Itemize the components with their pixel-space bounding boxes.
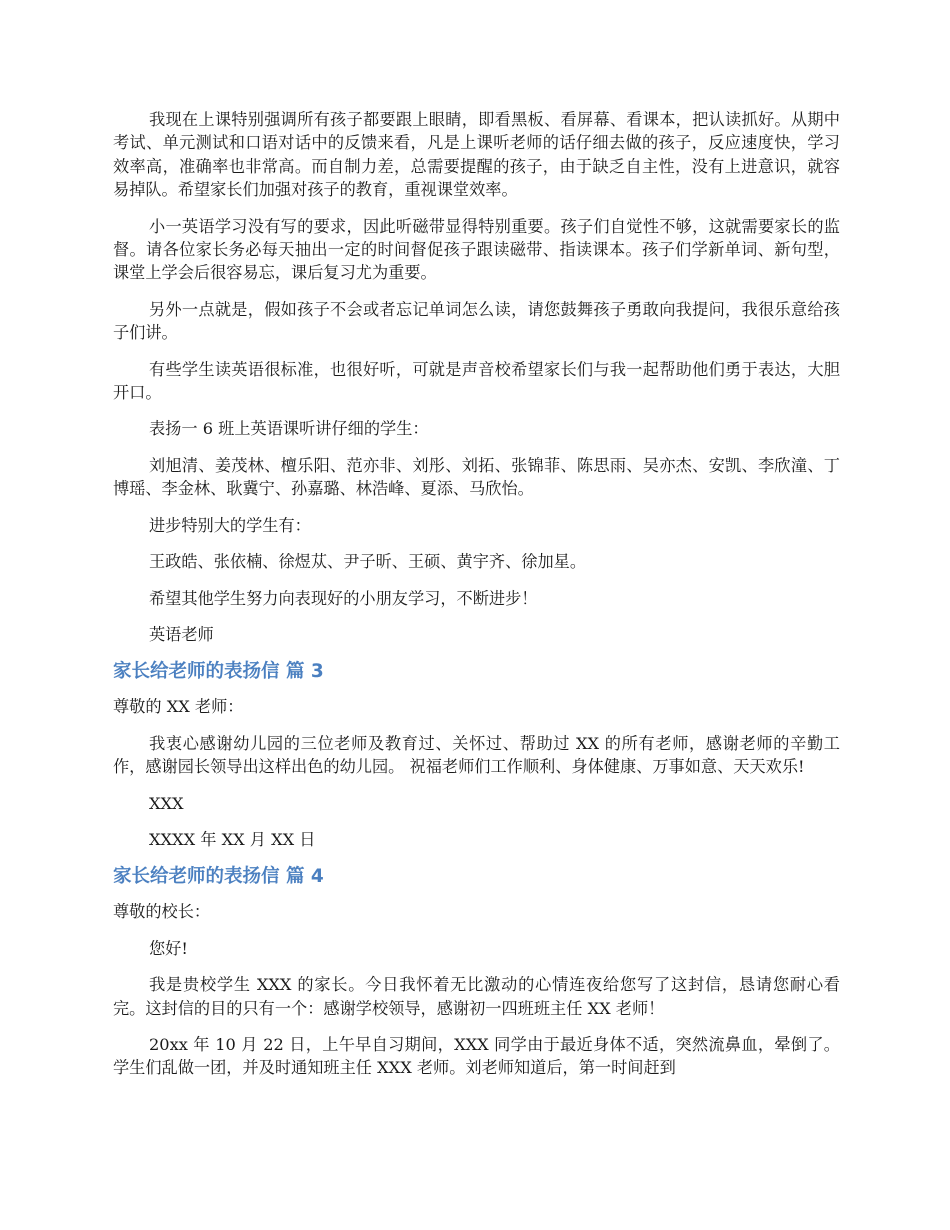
closing-wish: 希望其他学生努力向表现好的小朋友学习，不断进步！ — [149, 588, 538, 608]
paragraph: 有些学生读英语很标准，也很好听，可就是声音校希望家长们与我一起帮助他们勇于表达，大胆开口。 — [113, 359, 840, 403]
signature: XXX — [149, 793, 184, 813]
document-body — [113, 108, 840, 1093]
salutation: 尊敬的 XX 老师： — [113, 697, 244, 717]
praise-intro: 表扬一 6 班上英语课听讲仔细的学生： — [149, 419, 429, 439]
progress-intro: 进步特别大的学生有： — [149, 515, 311, 535]
paragraph: 20xx 年 10 月 22 日，上午早自习期间，XXX 同学由于最近身体不适，突然流鼻血，晕倒了。学生们乱做一团，并及时通知班主任 XXX 老师。刘老师知道后，第一时间赶到 — [113, 1034, 840, 1078]
paragraph: 我现在上课特别强调所有孩子都要跟上眼睛，即看黑板、看屏幕、看课本，把认读抓好。从期中考试、单元测试和口语对话中的反馈来看，凡是上课听老师的话仔细去做的孩子，反应速度快，学习效率高，准确率也非常高。而自制力差，总需要提醒的孩子，由于缺乏自主性，没有上进意识，就容易掉队。希望家长们加强对孩子的教育，重视课堂效率。 — [113, 110, 840, 200]
teacher-signature: 英语老师 — [149, 624, 214, 644]
salutation: 尊敬的校长： — [113, 902, 211, 922]
section-heading-3: 家长给老师的表扬信 篇 3 — [113, 661, 324, 683]
paragraph: 小一英语学习没有写的要求，因此听磁带显得特别重要。孩子们自觉性不够，这就需要家长的监督。请各位家长务必每天抽出一定的时间督促孩子跟读磁带、指读课本。孩子们学新单词、新句型，课堂上学会后很容易忘，课后复习尤为重要。 — [113, 216, 840, 283]
paragraph: 另外一点就是，假如孩子不会或者忘记单词怎么读，请您鼓舞孩子勇敢向我提问，我很乐意给孩子们讲。 — [113, 299, 840, 343]
paragraph: 我衷心感谢幼儿园的三位老师及教育过、关怀过、帮助过 XX 的所有老师，感谢老师的辛勤工作，感谢园长领导出这样出色的幼儿园。 祝福老师们工作顺利、身体健康、万事如意、天天欢乐! — [113, 733, 840, 777]
paragraph: 我是贵校学生 XXX 的家长。今日我怀着无比激动的心情连夜给您写了这封信，恳请您耐心看完。这封信的目的只有一个：感谢学校领导，感谢初一四班班主任 XX 老师！ — [113, 975, 840, 1018]
greeting: 您好! — [149, 938, 188, 958]
student-list: 刘旭清、姜茂林、檀乐阳、范亦非、刘彤、刘拓、张锦菲、陈思雨、吴亦杰、安凯、李欣潼、丁博瑶、李金林、耿冀宁、孙嘉璐、林浩峰、夏添、马欣怡。 — [113, 455, 840, 499]
section-heading-4: 家长给老师的表扬信 篇 4 — [113, 866, 324, 888]
date: XXXX 年 XX 月 XX 日 — [149, 829, 316, 849]
progress-student-list: 王政皓、张依楠、徐煜苁、尹子昕、王硕、黄宇齐、徐加星。 — [149, 552, 587, 572]
